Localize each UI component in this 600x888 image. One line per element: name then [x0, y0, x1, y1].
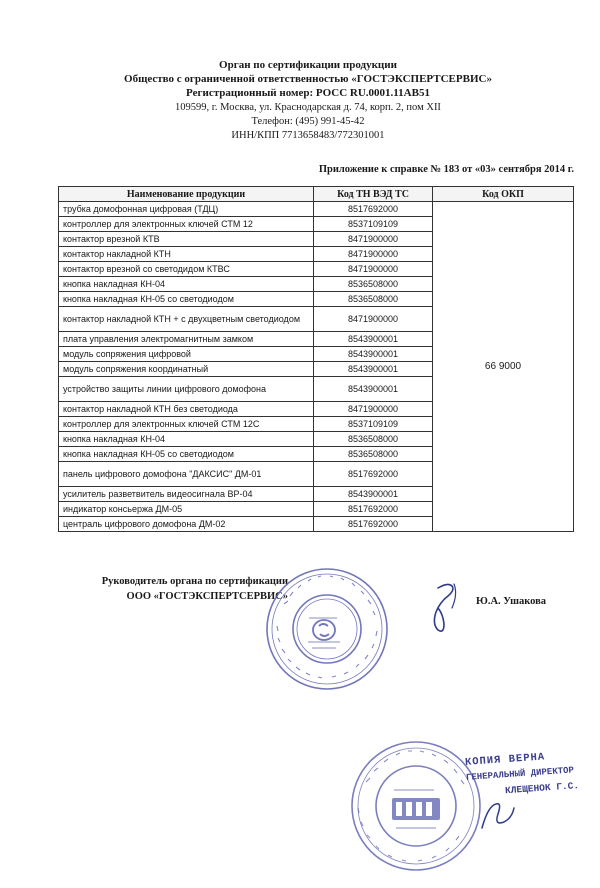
product-name: плата управления электромагнитным замком [59, 332, 314, 347]
signatory-title-line2: ООО «ГОСТЭКСПЕРТСЕРВИС» [126, 591, 288, 602]
tnved-code: 8471900000 [314, 232, 433, 247]
okp-code: 66 9000 [433, 202, 574, 532]
issuer-line: Орган по сертификации продукции [219, 59, 397, 71]
products-table [58, 186, 574, 532]
table-header-row [59, 187, 574, 202]
issuer-phone: Телефон: (495) 991-45-42 [251, 116, 365, 127]
product-name: контактор врезной КТВ [59, 232, 314, 247]
product-name: централь цифрового домофона ДМ-02 [59, 517, 314, 532]
tnved-code: 8517692000 [314, 462, 433, 487]
product-name: модуль сопряжения цифровой [59, 347, 314, 362]
tnved-code: 8543900001 [314, 332, 433, 347]
tnved-code: 8537109109 [314, 417, 433, 432]
product-name: контактор накладной КТН [59, 247, 314, 262]
product-name: индикатор консьержа ДМ-05 [59, 502, 314, 517]
company-seal [348, 738, 484, 874]
product-name: контактор врезной со светодидом КТВС [59, 262, 314, 277]
product-name: модуль сопряжения координатный [59, 362, 314, 377]
column-header-name: Наименование продукции [59, 187, 314, 202]
product-name: кнопка накладная КН-04 [59, 277, 314, 292]
tnved-code: 8543900001 [314, 347, 433, 362]
product-name: кнопка накладная КН-04 [59, 432, 314, 447]
tnved-code: 8471900000 [314, 307, 433, 332]
annex-title: Приложение к справке № 183 от «03» сентября 2014 г. [318, 164, 574, 175]
product-name: устройство защиты линии цифрового домофона [59, 377, 314, 402]
tnved-code: 8517692000 [314, 517, 433, 532]
signature-director [478, 798, 518, 834]
tnved-code: 8536508000 [314, 432, 433, 447]
product-name: кнопка накладная КН-05 со светодиодом [59, 292, 314, 307]
tnved-code: 8536508000 [314, 277, 433, 292]
copy-true-label: КОПИЯ ВЕРНА [464, 751, 546, 769]
product-name: контроллер для электронных ключей СТМ 12С [59, 417, 314, 432]
copy-certification-stamp [465, 748, 580, 801]
issuer-inn: ИНН/КПП 7713658483/772301001 [231, 130, 385, 141]
product-name: панель цифрового домофона "ДАКСИС" ДМ-01 [59, 462, 314, 487]
product-name: кнопка накладная КН-05 со светодиодом [59, 447, 314, 462]
tnved-code: 8537109109 [314, 217, 433, 232]
registration-number: Регистрационный номер: РОСС RU.0001.11АВ51 [186, 87, 430, 99]
tnved-code: 8543900001 [314, 487, 433, 502]
signatory-title [58, 574, 288, 604]
director-title: ГЕНЕРАЛЬНЫЙ ДИРЕКТОР [465, 765, 575, 783]
signatory-name: Ю.А. Ушакова [476, 596, 547, 607]
issuer-company: Общество с ограниченной ответственностью «ГОСТЭКСПЕРТСЕРВИС» [124, 73, 492, 85]
signatory-title-line1: Руководитель органа по сертификации [101, 576, 288, 587]
tnved-code: 8536508000 [314, 447, 433, 462]
product-name: контактор накладной КТН без светодиода [59, 402, 314, 417]
director-name: КЛЕЩЕНОК Г.С. [504, 780, 580, 797]
column-header-okp: Код ОКП [433, 187, 574, 202]
tnved-code: 8517692000 [314, 202, 433, 217]
tnved-code: 8543900001 [314, 362, 433, 377]
product-name: усилитель разветвитель видеосигнала ВР-04 [59, 487, 314, 502]
tnved-code: 8471900000 [314, 262, 433, 277]
certification-body-seal [264, 566, 390, 692]
tnved-code: 8543900001 [314, 377, 433, 402]
tnved-code: 8471900000 [314, 402, 433, 417]
table-row [59, 202, 574, 217]
issuer-address: 109599, г. Москва, ул. Краснодарская д. 74, корп. 2, пом XII [175, 102, 441, 113]
column-header-tnved: Код ТН ВЭД ТС [314, 187, 433, 202]
product-name: контактор накладной КТН + с двухцветным светодиодом [59, 307, 314, 332]
product-name: трубка домофонная цифровая (ТДЦ) [59, 202, 314, 217]
tnved-code: 8471900000 [314, 247, 433, 262]
product-name: контроллер для электронных ключей СТМ 12 [59, 217, 314, 232]
tnved-code: 8536508000 [314, 292, 433, 307]
signature-ushakova [420, 580, 470, 640]
tnved-code: 8517692000 [314, 502, 433, 517]
